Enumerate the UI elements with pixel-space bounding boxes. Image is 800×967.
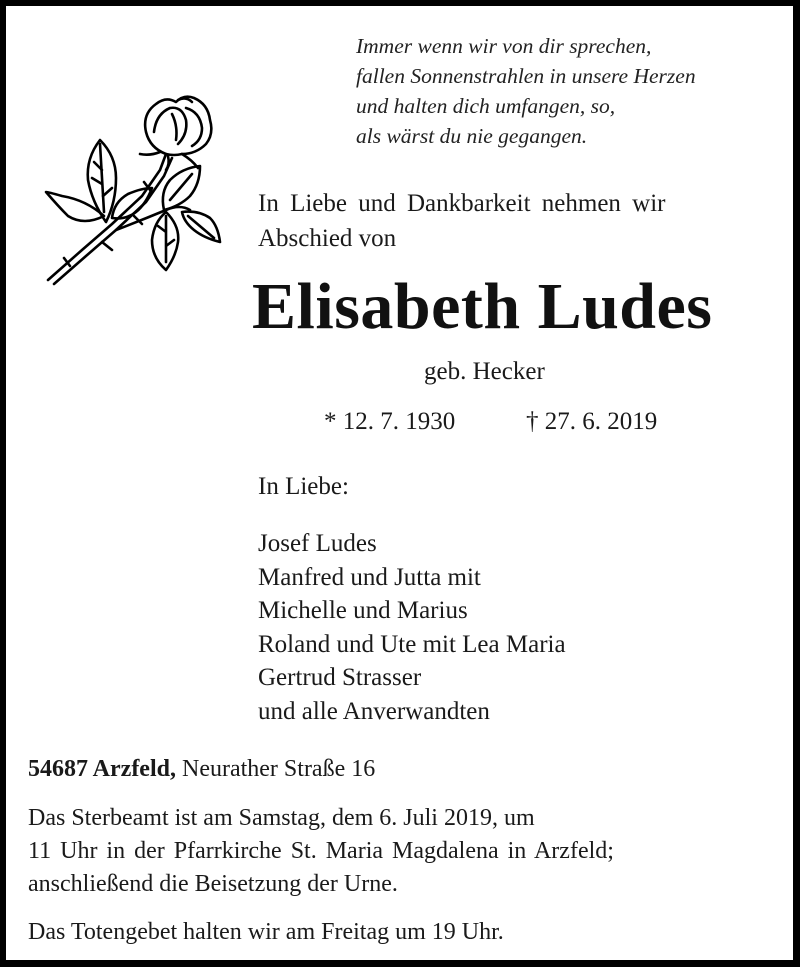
- service-line: anschließend die Beisetzung der Urne.: [28, 871, 398, 897]
- rose-icon: [42, 92, 222, 288]
- address-street: Neurather Straße 16: [181, 756, 376, 782]
- mourner-line: Michelle und Marius: [258, 597, 468, 624]
- service-line: 11 Uhr in der Pfarrkirche St. Maria Magdalena in Arzfeld;: [28, 838, 614, 864]
- poem-line: fallen Sonnenstrahlen in unsere Herzen: [356, 64, 696, 88]
- mourner-line: Josef Ludes: [258, 530, 377, 557]
- poem-line: als wärst du nie gegangen.: [356, 124, 588, 148]
- service-info: [28, 802, 614, 901]
- mourners-list: [258, 527, 566, 728]
- poem-line: Immer wenn wir von dir sprechen,: [356, 34, 652, 58]
- mourner-line: Roland und Ute mit Lea Maria: [258, 630, 566, 658]
- mourners-heading: In Liebe:: [258, 473, 349, 500]
- service-line: Das Sterbeamt ist am Samstag, dem 6. Juli 2019, um: [28, 805, 535, 831]
- maiden-name: geb. Hecker: [424, 358, 545, 385]
- memorial-poem: [356, 31, 696, 151]
- poem-line: und halten dich umfangen, so,: [356, 94, 616, 118]
- address: [28, 754, 375, 784]
- mourner-line: und alle Anverwandten: [258, 697, 490, 725]
- mourner-line: Gertrud Strasser: [258, 664, 422, 691]
- intro-line-1: In Liebe und Dankbarkeit nehmen wir: [258, 190, 666, 217]
- intro-line-2: Abschied von: [258, 225, 397, 252]
- death-date: † 27. 6. 2019: [526, 408, 658, 435]
- address-city: 54687 Arzfeld,: [28, 756, 176, 782]
- mourner-line: Manfred und Jutta mit: [258, 563, 481, 591]
- birth-date: * 12. 7. 1930: [324, 408, 456, 435]
- deceased-name: Elisabeth Ludes: [252, 270, 713, 343]
- prayer-info: Das Totengebet halten wir am Freitag um 19 Uhr.: [28, 919, 504, 945]
